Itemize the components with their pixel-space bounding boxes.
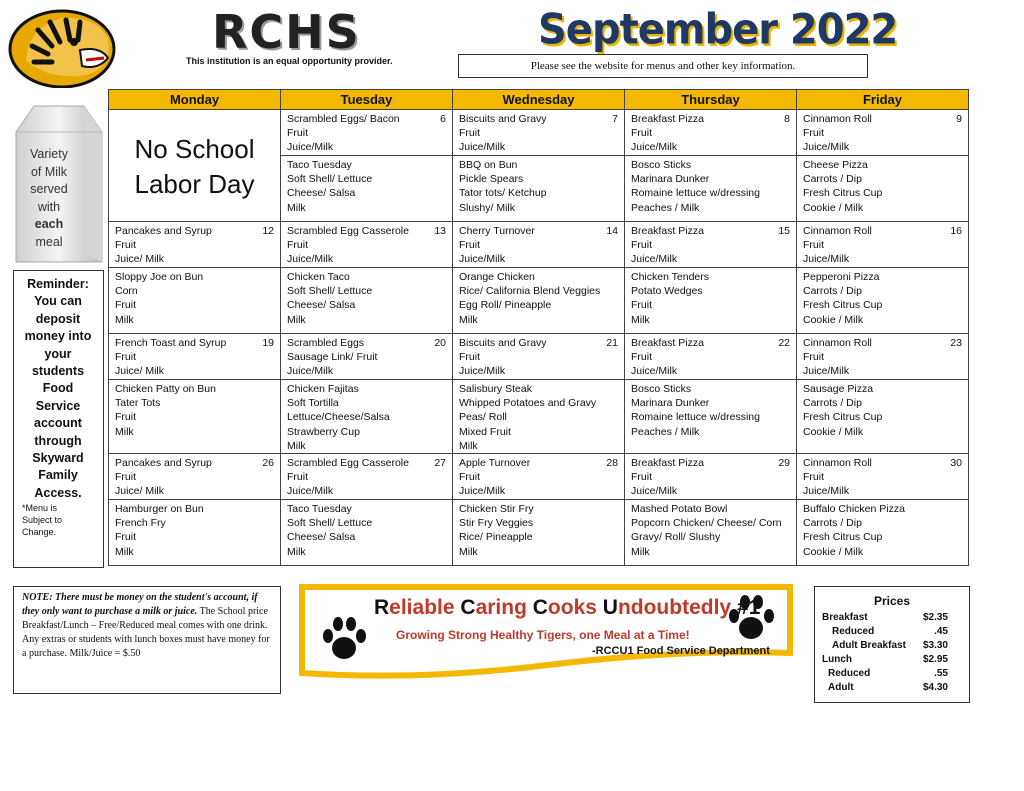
breakfast-row: [109, 222, 969, 268]
reminder-line: Food: [42, 381, 74, 396]
milk-message: [20, 146, 78, 251]
menu-item: Sloppy Joe on Bun: [115, 271, 204, 283]
reminder-line: Skyward: [32, 451, 84, 466]
menu-item: Chicken Tenders: [631, 271, 710, 283]
menu-item: Salisbury Steak: [459, 383, 532, 395]
breakfast-cell: [625, 222, 797, 268]
menu-calendar: [108, 89, 969, 566]
holiday-line: Labor Day: [134, 168, 255, 199]
prices-title: Prices: [873, 594, 911, 608]
day-number: 7: [612, 113, 618, 125]
day-number: 21: [606, 337, 618, 349]
price-value: $2.95: [922, 654, 948, 665]
lunch-cell: [625, 268, 797, 334]
menu-item: Pepperoni Pizza: [803, 271, 880, 283]
menu-item: Cinnamon Roll: [803, 457, 872, 470]
menu-item: Soft Shell/ Lettuce: [287, 285, 373, 298]
weekday-header: Wednesday: [453, 90, 625, 110]
milk-line: with: [37, 199, 61, 214]
menu-item: Juice/Milk: [287, 141, 334, 154]
day-number: 28: [606, 457, 618, 470]
menu-item: Fruit: [631, 351, 652, 364]
menu-item: Cookie / Milk: [803, 201, 864, 214]
menu-item: Soft Tortilla: [287, 397, 339, 410]
lunch-cell: [109, 268, 281, 334]
day-number: 19: [262, 337, 274, 349]
menu-item: Cheese Pizza: [803, 159, 868, 171]
menu-item: Juice/ Milk: [115, 253, 165, 266]
price-value: $4.30: [922, 682, 948, 693]
lunch-cell: [797, 268, 969, 334]
menu-item: Sausage Pizza: [803, 383, 874, 395]
price-row: [822, 612, 948, 623]
menu-item: Romaine lettuce w/dressing: [631, 187, 760, 200]
milk-line: Variety: [30, 147, 68, 161]
menu-item: Milk: [459, 439, 478, 452]
slogan-word: aring: [475, 596, 527, 619]
day-number: 29: [778, 457, 790, 470]
menu-item: Juice/Milk: [631, 485, 678, 498]
menu-item: Rice/ Pineapple: [459, 531, 533, 544]
breakfast-cell: [453, 110, 625, 156]
price-value: .55: [934, 668, 948, 679]
menu-item: Milk: [459, 313, 478, 326]
weekday-header-row: [109, 90, 969, 110]
breakfast-cell: [625, 110, 797, 156]
menu-item: Milk: [115, 313, 134, 326]
menu-item: Popcorn Chicken/ Cheese/ Corn: [631, 517, 782, 530]
menu-item: Pickle Spears: [459, 173, 524, 186]
reminder-line: your: [44, 346, 72, 361]
menu-item: Juice/ Milk: [115, 485, 165, 498]
menu-item: Juice/Milk: [459, 141, 506, 154]
slogan-word: eliable: [389, 596, 455, 619]
menu-item: Peas/ Roll: [459, 411, 507, 424]
menu-item: Fruit: [115, 531, 136, 544]
reminder-line: deposit: [35, 311, 81, 326]
menu-item: Cheese/ Salsa: [287, 187, 356, 200]
menu-item: Pancakes and Syrup: [115, 225, 212, 237]
menu-item: Juice/Milk: [459, 485, 506, 498]
menu-item: Buffalo Chicken Pizza: [803, 503, 905, 516]
weekday-header: Monday: [109, 90, 281, 110]
menu-item: Whipped Potatoes and Gravy: [459, 397, 597, 410]
day-number: 8: [784, 113, 790, 125]
breakfast-cell: [281, 222, 453, 268]
price-label: Adult: [828, 682, 854, 693]
lunch-cell: [453, 380, 625, 454]
day-number: 26: [262, 457, 274, 470]
price-label: Breakfast: [822, 612, 868, 623]
menu-item: Marinara Dunker: [631, 173, 710, 186]
menu-item: Juice/Milk: [803, 253, 850, 266]
banner-subtitle: Growing Strong Healthy Tigers, one Meal at a Time!: [396, 628, 690, 642]
menu-item: Milk: [115, 545, 134, 558]
weekday-header: Thursday: [625, 90, 797, 110]
lunch-cell: [281, 380, 453, 454]
day-number: 14: [606, 225, 618, 237]
menu-item: Soft Shell/ Lettuce: [287, 517, 373, 530]
menu-item: Carrots / Dip: [803, 517, 862, 530]
menu-item: Fruit: [459, 239, 480, 252]
equal-opportunity-statement: This institution is an equal opportunity provider.: [186, 56, 393, 66]
breakfast-cell: [109, 334, 281, 380]
slogan-word: ndoubtedly: [617, 596, 732, 619]
lunch-cell: [797, 500, 969, 566]
menu-item: Fruit: [631, 127, 652, 140]
menu-item: Milk: [459, 545, 478, 558]
menu-item: Juice/Milk: [803, 485, 850, 498]
price-row: [822, 682, 948, 693]
price-value: .45: [934, 626, 948, 637]
breakfast-cell: [281, 454, 453, 500]
paw-print-icon: [320, 614, 368, 664]
reminder-line: Reminder:: [27, 277, 89, 291]
day-number: 27: [434, 457, 446, 470]
menu-item: Potato Wedges: [631, 285, 703, 298]
menu-item: Cinnamon Roll: [803, 337, 872, 349]
lunch-cell: [625, 500, 797, 566]
breakfast-cell: [109, 454, 281, 500]
menu-item: Lettuce/Cheese/Salsa: [287, 411, 390, 424]
milk-line: served: [30, 182, 68, 196]
menu-item: Strawberry Cup: [287, 425, 360, 438]
menu-item: Cookie / Milk: [803, 313, 864, 326]
slogan-initial: R: [374, 596, 390, 619]
holiday-line: No School: [134, 133, 255, 164]
menu-item: Romaine lettuce w/dressing: [631, 411, 760, 424]
menu-item: Taco Tuesday: [287, 159, 352, 171]
menu-item: Juice/Milk: [287, 485, 334, 498]
menu-item: French Fry: [115, 517, 166, 530]
lunch-cell: [453, 156, 625, 222]
reminder-line: through: [34, 433, 82, 448]
reminder-line: Service: [35, 398, 81, 413]
reminder-line: You can: [34, 294, 82, 309]
menu-item: Scrambled Egg Casserole: [287, 225, 409, 237]
menu-item: Breakfast Pizza: [631, 225, 704, 237]
menu-item: Chicken Stir Fry: [459, 503, 534, 516]
reminder-message: [20, 276, 96, 502]
weekday-header: Tuesday: [281, 90, 453, 110]
school-name: RCHS: [212, 5, 361, 59]
menu-item: Sausage Link/ Fruit: [287, 351, 378, 364]
lunch-cell: [109, 500, 281, 566]
menu-item: Cheese/ Salsa: [287, 299, 356, 312]
menu-item: Fresh Citrus Cup: [803, 531, 883, 544]
menu-item: Milk: [631, 313, 650, 326]
menu-item: BBQ on Bun: [459, 159, 518, 171]
price-label: Lunch: [822, 654, 852, 665]
menu-item: Fruit: [631, 299, 652, 312]
month-title: September 2022: [538, 5, 898, 55]
menu-item: Mixed Fruit: [459, 425, 511, 438]
day-number: 22: [778, 337, 790, 349]
menu-item: Tator tots/ Ketchup: [459, 187, 547, 200]
menu-item: Rice/ California Blend Veggies: [459, 285, 601, 298]
price-label: Reduced: [828, 668, 871, 679]
menu-item: Cherry Turnover: [459, 225, 535, 237]
slogan-number: #1: [736, 596, 761, 619]
price-value: $3.30: [922, 640, 948, 651]
menu-item: Soft Shell/ Lettuce: [287, 173, 373, 186]
menu-item: Scrambled Eggs/ Bacon: [287, 113, 400, 125]
breakfast-cell: [625, 334, 797, 380]
breakfast-cell: [453, 222, 625, 268]
breakfast-row: [109, 454, 969, 500]
menu-item: Fruit: [631, 471, 652, 484]
day-number: 9: [956, 113, 962, 125]
day-number: 16: [950, 225, 962, 237]
menu-item: Juice/Milk: [287, 365, 334, 378]
menu-item: Fruit: [459, 127, 480, 140]
milk-line: meal: [35, 234, 63, 249]
calendar-body: [109, 110, 969, 566]
menu-item: Peaches / Milk: [631, 425, 700, 438]
lunch-cell: [797, 156, 969, 222]
lunch-row: [109, 500, 969, 566]
menu-item: Breakfast Pizza: [631, 113, 704, 125]
menu-item: Juice/Milk: [459, 253, 506, 266]
menu-item: Gravy/ Roll/ Slushy: [631, 531, 721, 544]
menu-item: French Toast and Syrup: [115, 337, 227, 349]
lunch-cell: [453, 500, 625, 566]
day-number: 15: [778, 225, 790, 237]
menu-item: Juice/Milk: [631, 365, 678, 378]
menu-item: Juice/Milk: [631, 253, 678, 266]
menu-item: Milk: [287, 439, 306, 452]
website-note: Please see the website for menus and other key information.: [458, 54, 868, 78]
menu-item: Biscuits and Gravy: [459, 337, 547, 349]
menu-item: Milk: [115, 425, 134, 438]
lunch-cell: [281, 268, 453, 334]
reminder-line: Access.: [34, 485, 82, 500]
menu-item: Chicken Patty on Bun: [115, 383, 216, 395]
weekday-header: Friday: [797, 90, 969, 110]
menu-item: Fruit: [115, 351, 136, 364]
price-row: [822, 668, 948, 679]
menu-item: Cinnamon Roll: [803, 113, 872, 125]
menu-item: Hamburger on Bun: [115, 503, 204, 516]
breakfast-cell: [109, 222, 281, 268]
payment-note: [13, 586, 281, 694]
menu-item: Milk: [287, 545, 306, 558]
milk-line: of Milk: [30, 164, 68, 179]
menu-item: Carrots / Dip: [803, 285, 862, 298]
menu-item: Fruit: [115, 299, 136, 312]
breakfast-cell: [281, 334, 453, 380]
menu-item: Juice/ Milk: [115, 365, 165, 378]
banner-slogan: [374, 596, 760, 620]
menu-item: Fresh Citrus Cup: [803, 187, 883, 200]
menu-change-line: Change.: [22, 527, 57, 537]
milk-line: each: [34, 217, 64, 231]
day-number: 20: [434, 337, 446, 349]
menu-item: Cheese/ Salsa: [287, 531, 356, 544]
menu-item: Fruit: [115, 239, 136, 252]
menu-item: Bosco Sticks: [631, 383, 692, 395]
lunch-cell: [281, 500, 453, 566]
breakfast-cell: [625, 454, 797, 500]
banner-department: -RCCU1 Food Service Department: [592, 645, 770, 657]
menu-item: Apple Turnover: [459, 457, 531, 470]
menu-item: Fruit: [803, 351, 824, 364]
menu-item: Fruit: [803, 471, 824, 484]
menu-item: Chicken Taco: [287, 271, 350, 283]
price-value: $2.35: [922, 612, 948, 623]
menu-item: Orange Chicken: [459, 271, 535, 283]
slogan-word: ooks: [547, 596, 597, 619]
menu-item: Fresh Citrus Cup: [803, 299, 883, 312]
menu-item: Juice/Milk: [803, 365, 850, 378]
reminder-line: Family: [38, 468, 78, 483]
slogan-initial: C: [532, 596, 548, 619]
menu-item: Breakfast Pizza: [631, 457, 704, 470]
breakfast-cell: [797, 110, 969, 156]
menu-item: Scrambled Egg Casserole: [287, 457, 409, 470]
breakfast-row: [109, 334, 969, 380]
reminder-line: account: [34, 416, 82, 431]
price-row: [822, 626, 948, 637]
menu-item: Cookie / Milk: [803, 425, 864, 438]
breakfast-cell: [797, 334, 969, 380]
menu-item: Fruit: [115, 411, 136, 424]
menu-item: Marinara Dunker: [631, 397, 710, 410]
price-label: Reduced: [832, 626, 875, 637]
breakfast-cell: [453, 334, 625, 380]
lunch-cell: [281, 156, 453, 222]
slogan-initial: U: [602, 596, 618, 619]
lunch-cell: [625, 380, 797, 454]
menu-item: Fruit: [459, 351, 480, 364]
menu-item: Corn: [115, 285, 138, 298]
menu-item: Chicken Fajitas: [287, 383, 359, 395]
menu-item: Scrambled Eggs: [287, 337, 365, 349]
menu-item: Taco Tuesday: [287, 503, 352, 516]
reminder-line: students: [31, 364, 85, 379]
menu-change-note: [22, 502, 98, 538]
price-row: [822, 654, 948, 665]
menu-item: Biscuits and Gravy: [459, 113, 547, 125]
menu-item: Milk: [631, 545, 650, 558]
menu-item: Juice/Milk: [459, 365, 506, 378]
menu-item: Slushy/ Milk: [459, 201, 516, 214]
tiger-logo: [8, 6, 116, 88]
menu-item: Pancakes and Syrup: [115, 457, 212, 470]
day-number: 6: [440, 113, 446, 125]
menu-item: Fruit: [803, 127, 824, 140]
payment-note-bold: NOTE: There must be money on the student's account, if they only want to purchase a milk or juice.: [22, 592, 258, 617]
day-number: 23: [950, 337, 962, 349]
menu-item: Tater Tots: [115, 397, 161, 410]
menu-item: Milk: [287, 313, 306, 326]
menu-change-line: Subject to: [22, 515, 63, 525]
breakfast-cell: [797, 454, 969, 500]
menu-item: Fruit: [459, 471, 480, 484]
menu-item: Juice/Milk: [287, 253, 334, 266]
menu-item: Juice/Milk: [803, 141, 850, 154]
day-number: 12: [262, 225, 274, 237]
day-number: 13: [434, 225, 446, 237]
payment-note-text: The School price Breakfast/Lunch – Free/Reduced meal comes with one drink. Any extras or students with lunch boxes must have money for a purchase. Milk/Juice = $.50: [22, 606, 270, 659]
menu-item: Fruit: [803, 239, 824, 252]
holiday-cell: [109, 110, 281, 222]
menu-item: Bosco Sticks: [631, 159, 692, 171]
price-row: [822, 640, 948, 651]
breakfast-cell: [453, 454, 625, 500]
breakfast-row: [109, 110, 969, 156]
menu-item: Cookie / Milk: [803, 545, 864, 558]
menu-item: Carrots / Dip: [803, 397, 862, 410]
menu-item: Egg Roll/ Pineapple: [459, 299, 552, 312]
lunch-cell: [453, 268, 625, 334]
reminder-line: money into: [24, 329, 92, 344]
menu-item: Juice/Milk: [631, 141, 678, 154]
menu-item: Peaches / Milk: [631, 201, 700, 214]
lunch-cell: [797, 380, 969, 454]
breakfast-cell: [281, 110, 453, 156]
menu-item: Fruit: [287, 471, 308, 484]
price-label: Adult Breakfast: [832, 640, 906, 651]
slogan-initial: C: [460, 596, 476, 619]
menu-item: Breakfast Pizza: [631, 337, 704, 349]
lunch-cell: [625, 156, 797, 222]
menu-item: Mashed Potato Bowl: [631, 503, 728, 516]
lunch-row: [109, 380, 969, 454]
menu-item: Fruit: [115, 471, 136, 484]
breakfast-cell: [797, 222, 969, 268]
menu-item: Fruit: [631, 239, 652, 252]
menu-item: Milk: [287, 201, 306, 214]
menu-item: Stir Fry Veggies: [459, 517, 534, 530]
menu-item: Cinnamon Roll: [803, 225, 872, 237]
lunch-row: [109, 268, 969, 334]
menu-change-line: *Menu is: [22, 503, 58, 513]
lunch-cell: [109, 380, 281, 454]
menu-item: Fruit: [287, 127, 308, 140]
menu-item: Carrots / Dip: [803, 173, 862, 186]
day-number: 30: [950, 457, 962, 470]
menu-item: Fresh Citrus Cup: [803, 411, 883, 424]
menu-item: Fruit: [287, 239, 308, 252]
